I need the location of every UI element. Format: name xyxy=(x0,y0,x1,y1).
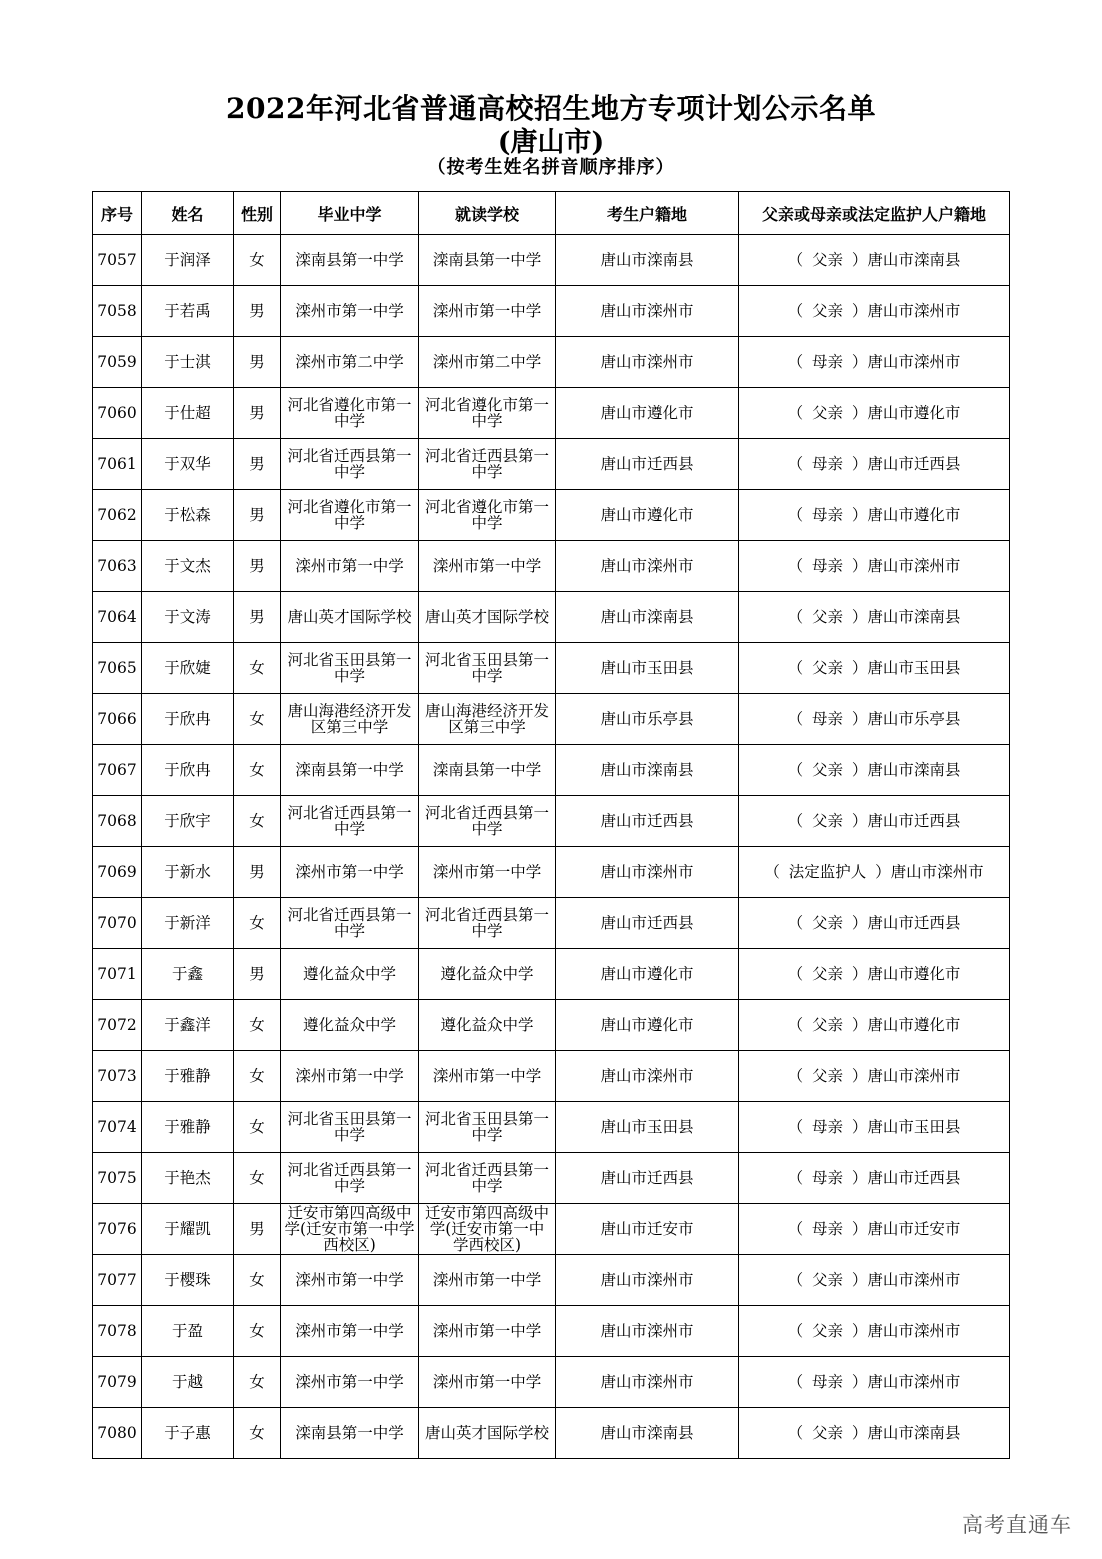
cell-seq: 7064 xyxy=(93,592,142,643)
cell-current-school: 唐山英才国际学校 xyxy=(419,592,556,643)
cell-hukou: 唐山市遵化市 xyxy=(556,388,739,439)
cell-name: 于润泽 xyxy=(142,235,234,286)
cell-hukou: 唐山市滦州市 xyxy=(556,1051,739,1102)
cell-graduation-school: 遵化益众中学 xyxy=(281,949,419,1000)
cell-gender: 男 xyxy=(234,286,281,337)
cell-current-school: 遵化益众中学 xyxy=(419,1000,556,1051)
cell-hukou: 唐山市滦州市 xyxy=(556,541,739,592)
cell-graduation-school: 河北省玉田县第一中学 xyxy=(281,643,419,694)
roster-body xyxy=(93,235,1010,1459)
table-row xyxy=(93,1102,1010,1153)
cell-seq: 7065 xyxy=(93,643,142,694)
cell-parent-hukou: （ 父亲 ）唐山市滦州市 xyxy=(739,1051,1010,1102)
cell-current-school: 滦州市第一中学 xyxy=(419,1306,556,1357)
cell-name: 于欣宇 xyxy=(142,796,234,847)
cell-graduation-school: 河北省遵化市第一中学 xyxy=(281,490,419,541)
cell-graduation-school: 河北省迁西县第一中学 xyxy=(281,439,419,490)
table-row xyxy=(93,541,1010,592)
cell-hukou: 唐山市迁西县 xyxy=(556,898,739,949)
table-row xyxy=(93,490,1010,541)
table-row xyxy=(93,1306,1010,1357)
cell-name: 于仕超 xyxy=(142,388,234,439)
cell-gender: 女 xyxy=(234,1306,281,1357)
cell-gender: 女 xyxy=(234,898,281,949)
header-name: 姓名 xyxy=(142,192,234,235)
cell-graduation-school: 唐山海港经济开发区第三中学 xyxy=(281,694,419,745)
cell-hukou: 唐山市乐亭县 xyxy=(556,694,739,745)
cell-name: 于新洋 xyxy=(142,898,234,949)
cell-seq: 7076 xyxy=(93,1204,142,1255)
cell-name: 于雅静 xyxy=(142,1102,234,1153)
cell-name: 于欣冉 xyxy=(142,694,234,745)
table-row xyxy=(93,592,1010,643)
cell-name: 于雅静 xyxy=(142,1051,234,1102)
header-seq: 序号 xyxy=(93,192,142,235)
header-parent-hukou: 父亲或母亲或法定监护人户籍地 xyxy=(739,192,1010,235)
cell-parent-hukou: （ 父亲 ）唐山市遵化市 xyxy=(739,949,1010,1000)
table-row xyxy=(93,1204,1010,1255)
cell-hukou: 唐山市滦南县 xyxy=(556,592,739,643)
cell-gender: 女 xyxy=(234,745,281,796)
cell-parent-hukou: （ 母亲 ）唐山市玉田县 xyxy=(739,1102,1010,1153)
header-graduation-school: 毕业中学 xyxy=(281,192,419,235)
cell-parent-hukou: （ 父亲 ）唐山市滦州市 xyxy=(739,1255,1010,1306)
cell-current-school: 遵化益众中学 xyxy=(419,949,556,1000)
cell-seq: 7078 xyxy=(93,1306,142,1357)
cell-gender: 女 xyxy=(234,796,281,847)
cell-graduation-school: 河北省迁西县第一中学 xyxy=(281,898,419,949)
cell-parent-hukou: （ 母亲 ）唐山市滦州市 xyxy=(739,541,1010,592)
table-row xyxy=(93,643,1010,694)
cell-hukou: 唐山市遵化市 xyxy=(556,949,739,1000)
cell-current-school: 河北省迁西县第一中学 xyxy=(419,1153,556,1204)
table-row xyxy=(93,694,1010,745)
cell-seq: 7068 xyxy=(93,796,142,847)
cell-name: 于盈 xyxy=(142,1306,234,1357)
cell-parent-hukou: （ 父亲 ）唐山市滦州市 xyxy=(739,1306,1010,1357)
cell-parent-hukou: （ 父亲 ）唐山市滦州市 xyxy=(739,286,1010,337)
cell-seq: 7066 xyxy=(93,694,142,745)
cell-parent-hukou: （ 母亲 ）唐山市乐亭县 xyxy=(739,694,1010,745)
cell-name: 于双华 xyxy=(142,439,234,490)
cell-hukou: 唐山市滦州市 xyxy=(556,1306,739,1357)
cell-seq: 7077 xyxy=(93,1255,142,1306)
cell-name: 于欣婕 xyxy=(142,643,234,694)
cell-hukou: 唐山市滦州市 xyxy=(556,286,739,337)
cell-current-school: 河北省迁西县第一中学 xyxy=(419,796,556,847)
cell-hukou: 唐山市遵化市 xyxy=(556,490,739,541)
cell-current-school: 滦南县第一中学 xyxy=(419,745,556,796)
watermark: 高考直通车 xyxy=(962,1513,1072,1537)
cell-parent-hukou: （ 父亲 ）唐山市滦南县 xyxy=(739,745,1010,796)
cell-seq: 7080 xyxy=(93,1408,142,1459)
cell-name: 于若禹 xyxy=(142,286,234,337)
cell-seq: 7060 xyxy=(93,388,142,439)
cell-current-school: 滦州市第二中学 xyxy=(419,337,556,388)
table-row xyxy=(93,235,1010,286)
table-row xyxy=(93,1408,1010,1459)
cell-hukou: 唐山市迁安市 xyxy=(556,1204,739,1255)
cell-current-school: 河北省迁西县第一中学 xyxy=(419,439,556,490)
cell-graduation-school: 滦南县第一中学 xyxy=(281,1408,419,1459)
cell-graduation-school: 河北省迁西县第一中学 xyxy=(281,1153,419,1204)
cell-gender: 男 xyxy=(234,592,281,643)
cell-parent-hukou: （ 父亲 ）唐山市滦南县 xyxy=(739,235,1010,286)
cell-gender: 男 xyxy=(234,1204,281,1255)
cell-graduation-school: 唐山英才国际学校 xyxy=(281,592,419,643)
cell-hukou: 唐山市滦州市 xyxy=(556,1255,739,1306)
cell-parent-hukou: （ 父亲 ）唐山市遵化市 xyxy=(739,1000,1010,1051)
table-row xyxy=(93,898,1010,949)
cell-parent-hukou: （ 母亲 ）唐山市滦州市 xyxy=(739,337,1010,388)
cell-hukou: 唐山市玉田县 xyxy=(556,643,739,694)
cell-current-school: 滦州市第一中学 xyxy=(419,1255,556,1306)
cell-seq: 7067 xyxy=(93,745,142,796)
cell-parent-hukou: （ 母亲 ）唐山市迁西县 xyxy=(739,1153,1010,1204)
cell-graduation-school: 河北省遵化市第一中学 xyxy=(281,388,419,439)
cell-current-school: 唐山海港经济开发区第三中学 xyxy=(419,694,556,745)
cell-current-school: 滦南县第一中学 xyxy=(419,235,556,286)
cell-gender: 男 xyxy=(234,388,281,439)
header-row xyxy=(93,192,1010,235)
cell-current-school: 唐山英才国际学校 xyxy=(419,1408,556,1459)
cell-name: 于耀凯 xyxy=(142,1204,234,1255)
cell-parent-hukou: （ 父亲 ）唐山市滦南县 xyxy=(739,1408,1010,1459)
cell-current-school: 迁安市第四高级中学(迁安市第一中学西校区) xyxy=(419,1204,556,1255)
cell-graduation-school: 滦州市第一中学 xyxy=(281,1051,419,1102)
cell-seq: 7073 xyxy=(93,1051,142,1102)
cell-gender: 女 xyxy=(234,1051,281,1102)
cell-parent-hukou: （ 父亲 ）唐山市玉田县 xyxy=(739,643,1010,694)
table-row xyxy=(93,1000,1010,1051)
cell-name: 于艳杰 xyxy=(142,1153,234,1204)
cell-hukou: 唐山市滦州市 xyxy=(556,847,739,898)
cell-graduation-school: 滦州市第一中学 xyxy=(281,847,419,898)
cell-gender: 男 xyxy=(234,337,281,388)
cell-name: 于士淇 xyxy=(142,337,234,388)
cell-seq: 7059 xyxy=(93,337,142,388)
table-row xyxy=(93,286,1010,337)
cell-seq: 7063 xyxy=(93,541,142,592)
cell-hukou: 唐山市迁西县 xyxy=(556,439,739,490)
cell-graduation-school: 滦州市第一中学 xyxy=(281,1255,419,1306)
table-row xyxy=(93,388,1010,439)
cell-name: 于鑫洋 xyxy=(142,1000,234,1051)
cell-gender: 男 xyxy=(234,847,281,898)
cell-name: 于樱珠 xyxy=(142,1255,234,1306)
cell-seq: 7062 xyxy=(93,490,142,541)
cell-gender: 男 xyxy=(234,490,281,541)
cell-current-school: 河北省遵化市第一中学 xyxy=(419,388,556,439)
cell-gender: 女 xyxy=(234,1255,281,1306)
cell-seq: 7057 xyxy=(93,235,142,286)
cell-graduation-school: 滦州市第一中学 xyxy=(281,1306,419,1357)
table-row xyxy=(93,439,1010,490)
cell-current-school: 河北省玉田县第一中学 xyxy=(419,643,556,694)
cell-parent-hukou: （ 父亲 ）唐山市滦南县 xyxy=(739,592,1010,643)
header-hukou: 考生户籍地 xyxy=(556,192,739,235)
cell-current-school: 河北省遵化市第一中学 xyxy=(419,490,556,541)
cell-current-school: 河北省迁西县第一中学 xyxy=(419,898,556,949)
cell-current-school: 滦州市第一中学 xyxy=(419,847,556,898)
cell-parent-hukou: （ 父亲 ）唐山市迁西县 xyxy=(739,796,1010,847)
cell-name: 于鑫 xyxy=(142,949,234,1000)
cell-seq: 7069 xyxy=(93,847,142,898)
document-subtitle: (唐山市) xyxy=(497,127,605,158)
cell-graduation-school: 滦州市第一中学 xyxy=(281,286,419,337)
cell-graduation-school: 滦南县第一中学 xyxy=(281,745,419,796)
cell-graduation-school: 河北省迁西县第一中学 xyxy=(281,796,419,847)
cell-current-school: 滦州市第一中学 xyxy=(419,286,556,337)
cell-gender: 女 xyxy=(234,1102,281,1153)
cell-seq: 7061 xyxy=(93,439,142,490)
cell-seq: 7058 xyxy=(93,286,142,337)
cell-gender: 男 xyxy=(234,949,281,1000)
cell-seq: 7074 xyxy=(93,1102,142,1153)
cell-gender: 女 xyxy=(234,1153,281,1204)
cell-current-school: 河北省玉田县第一中学 xyxy=(419,1102,556,1153)
cell-gender: 女 xyxy=(234,643,281,694)
table-row xyxy=(93,796,1010,847)
cell-graduation-school: 滦州市第一中学 xyxy=(281,541,419,592)
cell-hukou: 唐山市遵化市 xyxy=(556,1000,739,1051)
header-current-school: 就读学校 xyxy=(419,192,556,235)
cell-hukou: 唐山市迁西县 xyxy=(556,1153,739,1204)
cell-graduation-school: 滦州市第一中学 xyxy=(281,1357,419,1408)
cell-graduation-school: 河北省玉田县第一中学 xyxy=(281,1102,419,1153)
cell-parent-hukou: （ 母亲 ）唐山市遵化市 xyxy=(739,490,1010,541)
header-gender: 性别 xyxy=(234,192,281,235)
cell-gender: 女 xyxy=(234,1357,281,1408)
cell-parent-hukou: （ 母亲 ）唐山市迁西县 xyxy=(739,439,1010,490)
cell-gender: 女 xyxy=(234,235,281,286)
cell-seq: 7072 xyxy=(93,1000,142,1051)
cell-hukou: 唐山市滦南县 xyxy=(556,1408,739,1459)
cell-parent-hukou: （ 父亲 ）唐山市迁西县 xyxy=(739,898,1010,949)
sort-note: （按考生姓名拼音顺序排序） xyxy=(427,157,675,178)
cell-name: 于新水 xyxy=(142,847,234,898)
table-row xyxy=(93,1255,1010,1306)
cell-seq: 7070 xyxy=(93,898,142,949)
cell-hukou: 唐山市迁西县 xyxy=(556,796,739,847)
cell-hukou: 唐山市滦南县 xyxy=(556,235,739,286)
table-row xyxy=(93,1357,1010,1408)
cell-name: 于欣冉 xyxy=(142,745,234,796)
cell-current-school: 滦州市第一中学 xyxy=(419,541,556,592)
cell-parent-hukou: （ 母亲 ）唐山市滦州市 xyxy=(739,1357,1010,1408)
cell-parent-hukou: （ 法定监护人 ）唐山市滦州市 xyxy=(739,847,1010,898)
cell-gender: 女 xyxy=(234,694,281,745)
roster-table xyxy=(92,191,1010,1459)
table-row xyxy=(93,745,1010,796)
cell-name: 于子惠 xyxy=(142,1408,234,1459)
cell-parent-hukou: （ 母亲 ）唐山市迁安市 xyxy=(739,1204,1010,1255)
cell-seq: 7075 xyxy=(93,1153,142,1204)
cell-gender: 女 xyxy=(234,1408,281,1459)
table-row xyxy=(93,949,1010,1000)
table-row xyxy=(93,337,1010,388)
cell-current-school: 滦州市第一中学 xyxy=(419,1051,556,1102)
cell-name: 于松森 xyxy=(142,490,234,541)
cell-gender: 女 xyxy=(234,1000,281,1051)
cell-current-school: 滦州市第一中学 xyxy=(419,1357,556,1408)
cell-seq: 7071 xyxy=(93,949,142,1000)
table-row xyxy=(93,1051,1010,1102)
cell-parent-hukou: （ 父亲 ）唐山市遵化市 xyxy=(739,388,1010,439)
cell-hukou: 唐山市玉田县 xyxy=(556,1102,739,1153)
cell-graduation-school: 滦南县第一中学 xyxy=(281,235,419,286)
cell-hukou: 唐山市滦南县 xyxy=(556,745,739,796)
table-row xyxy=(93,847,1010,898)
document-title: 2022年河北省普通高校招生地方专项计划公示名单 xyxy=(226,92,876,125)
cell-name: 于文涛 xyxy=(142,592,234,643)
cell-name: 于越 xyxy=(142,1357,234,1408)
cell-seq: 7079 xyxy=(93,1357,142,1408)
cell-gender: 男 xyxy=(234,541,281,592)
cell-hukou: 唐山市滦州市 xyxy=(556,337,739,388)
cell-name: 于文杰 xyxy=(142,541,234,592)
cell-graduation-school: 遵化益众中学 xyxy=(281,1000,419,1051)
table-row xyxy=(93,1153,1010,1204)
cell-hukou: 唐山市滦州市 xyxy=(556,1357,739,1408)
cell-graduation-school: 迁安市第四高级中学(迁安市第一中学西校区) xyxy=(281,1204,419,1255)
cell-gender: 男 xyxy=(234,439,281,490)
cell-graduation-school: 滦州市第二中学 xyxy=(281,337,419,388)
